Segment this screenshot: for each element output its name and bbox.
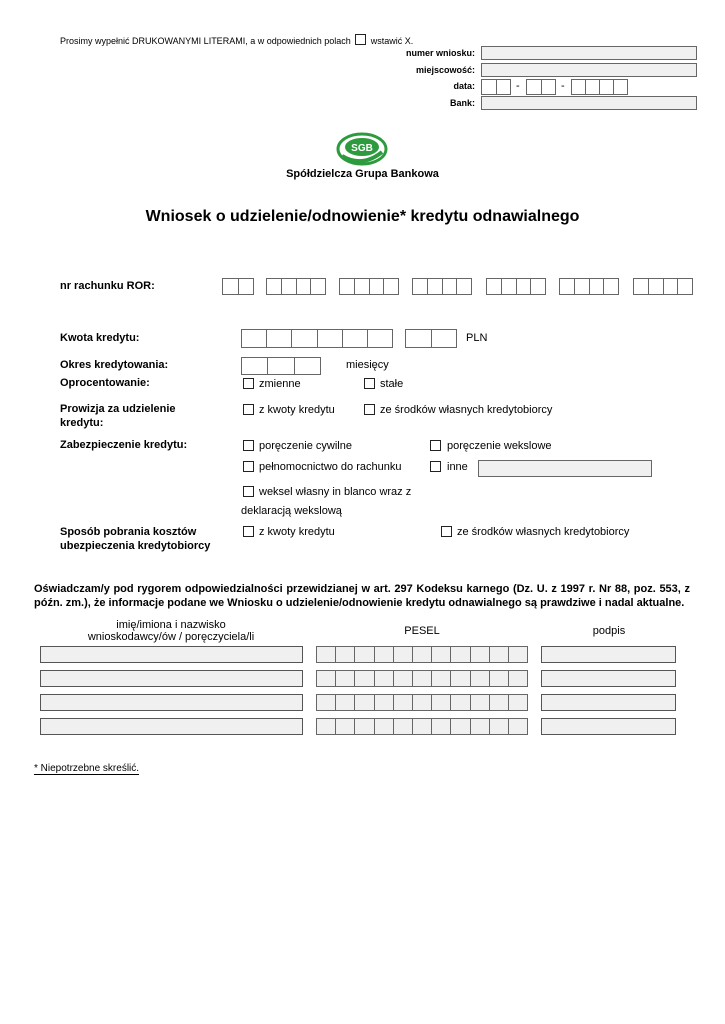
numer-wniosku-label: numer wniosku:: [405, 48, 475, 58]
poreczenie-cywilne-checkbox[interactable]: [243, 440, 254, 451]
prowizja-z-kwoty-checkbox[interactable]: [243, 404, 254, 415]
ror-label: nr rachunku ROR:: [60, 280, 155, 292]
signature-field-2[interactable]: [541, 670, 676, 687]
declaration-text: Oświadczam/y pod rygorem odpowiedzialności przewidzianej w art. 297 Kodeksu karnego (Dz. U. z 1997 r. Nr 88, poz. 553, z późn. zm.), że informacje podane we Wniosku o udzielenie/odnowienie kredytu odnawialnego są prawdziwe i nadal aktualne.: [34, 583, 690, 609]
weksel-label-2: deklaracją wekslową: [241, 505, 342, 517]
sposob-ze-srodkow-checkbox[interactable]: [441, 526, 452, 537]
weksel-checkbox[interactable]: [243, 486, 254, 497]
bank-field[interactable]: [481, 96, 697, 110]
stale-checkbox[interactable]: [364, 378, 375, 389]
date-sep-2: -: [561, 80, 565, 92]
inne-checkbox[interactable]: [430, 461, 441, 472]
currency-label: PLN: [466, 332, 488, 344]
checkbox-sample-icon: [355, 34, 366, 45]
logo-text: SGB: [351, 143, 373, 154]
inne-label: inne: [447, 461, 468, 473]
bank-label: Bank:: [449, 98, 475, 108]
col-name-header-line-2: wnioskodawcy/ów / poręczyciela/li: [87, 631, 255, 643]
col-name-header-line-1: imię/imiona i nazwisko: [116, 619, 226, 631]
instruction-text-end: wstawić X.: [370, 36, 414, 46]
okres-label: Okres kredytowania:: [60, 359, 169, 371]
zmienne-checkbox[interactable]: [243, 378, 254, 389]
prowizja-ze-srodkow-checkbox[interactable]: [364, 404, 375, 415]
ror-group-7[interactable]: [633, 278, 693, 295]
prowizja-ze-srodkow-label: ze środków własnych kredytobiorcy: [380, 404, 553, 416]
zmienne-label: zmienne: [259, 378, 301, 390]
pelnomocnictwo-checkbox[interactable]: [243, 461, 254, 472]
okres-unit: miesięcy: [346, 359, 389, 371]
footnote: * Niepotrzebne skreślić.: [34, 763, 140, 774]
pesel-field-3[interactable]: [316, 694, 528, 711]
poreczenie-wekslowe-checkbox[interactable]: [430, 440, 441, 451]
miejscowosc-label: miejscowość:: [415, 65, 475, 75]
ror-group-2[interactable]: [266, 278, 326, 295]
stale-label: stałe: [380, 378, 404, 390]
name-field-1[interactable]: [40, 646, 303, 663]
prowizja-label: Prowizja za udzielenie kredytu:: [60, 403, 176, 429]
ror-group-4[interactable]: [412, 278, 472, 295]
signature-field-4[interactable]: [541, 718, 676, 735]
col-name-header: [40, 619, 302, 643]
sposob-z-kwoty-label: z kwoty kredytu: [259, 526, 335, 538]
col-pesel-header: PESEL: [404, 625, 440, 637]
weksel-label-1: weksel własny in blanco wraz z: [259, 486, 412, 498]
ror-group-5[interactable]: [486, 278, 546, 295]
name-field-4[interactable]: [40, 718, 303, 735]
sposob-ze-srodkow-label: ze środków własnych kredytobiorcy: [457, 526, 630, 538]
name-field-3[interactable]: [40, 694, 303, 711]
data-label: data:: [453, 81, 475, 91]
numer-wniosku-field[interactable]: [481, 46, 697, 60]
kwota-field[interactable]: [241, 329, 393, 348]
brand-name: Spółdzielcza Grupa Bankowa: [286, 168, 439, 180]
instruction-text: Prosimy wypełnić DRUKOWANYMI LITERAMI, a w odpowiednich polach: [60, 36, 351, 46]
ror-group-6[interactable]: [559, 278, 619, 295]
date-sep-1: -: [516, 80, 520, 92]
sgb-logo: [336, 132, 388, 166]
oprocentowanie-label: Oprocentowanie:: [60, 377, 150, 389]
okres-field[interactable]: [241, 357, 321, 375]
page-title: Wniosek o udzielenie/odnowienie* kredytu odnawialnego: [145, 208, 580, 225]
signature-field-1[interactable]: [541, 646, 676, 663]
pesel-field-4[interactable]: [316, 718, 528, 735]
date-year-field[interactable]: [571, 79, 628, 95]
ror-group-1[interactable]: [222, 278, 254, 295]
poreczenie-cywilne-label: poręczenie cywilne: [259, 440, 352, 452]
date-month-field[interactable]: [526, 79, 556, 95]
prowizja-z-kwoty-label: z kwoty kredytu: [259, 404, 335, 416]
sposob-z-kwoty-checkbox[interactable]: [243, 526, 254, 537]
kwota-label: Kwota kredytu:: [60, 332, 140, 344]
poreczenie-wekslowe-label: poręczenie wekslowe: [447, 440, 552, 452]
name-field-2[interactable]: [40, 670, 303, 687]
sposob-label: Sposób pobrania kosztów ubezpieczenia kredytobiorcy: [60, 526, 211, 552]
pesel-field-2[interactable]: [316, 670, 528, 687]
inne-field[interactable]: [478, 460, 652, 477]
kwota-decimal-field[interactable]: [405, 329, 457, 348]
instruction: [60, 34, 413, 46]
pesel-field-1[interactable]: [316, 646, 528, 663]
signature-field-3[interactable]: [541, 694, 676, 711]
miejscowosc-field[interactable]: [481, 63, 697, 77]
ror-group-3[interactable]: [339, 278, 399, 295]
sgb-logo-icon: [336, 132, 388, 166]
pelnomocnictwo-label: pełnomocnictwo do rachunku: [259, 461, 402, 473]
zabezpieczenie-label: Zabezpieczenie kredytu:: [60, 439, 188, 451]
col-podpis-header: podpis: [592, 625, 626, 637]
date-day-field[interactable]: [481, 79, 511, 95]
